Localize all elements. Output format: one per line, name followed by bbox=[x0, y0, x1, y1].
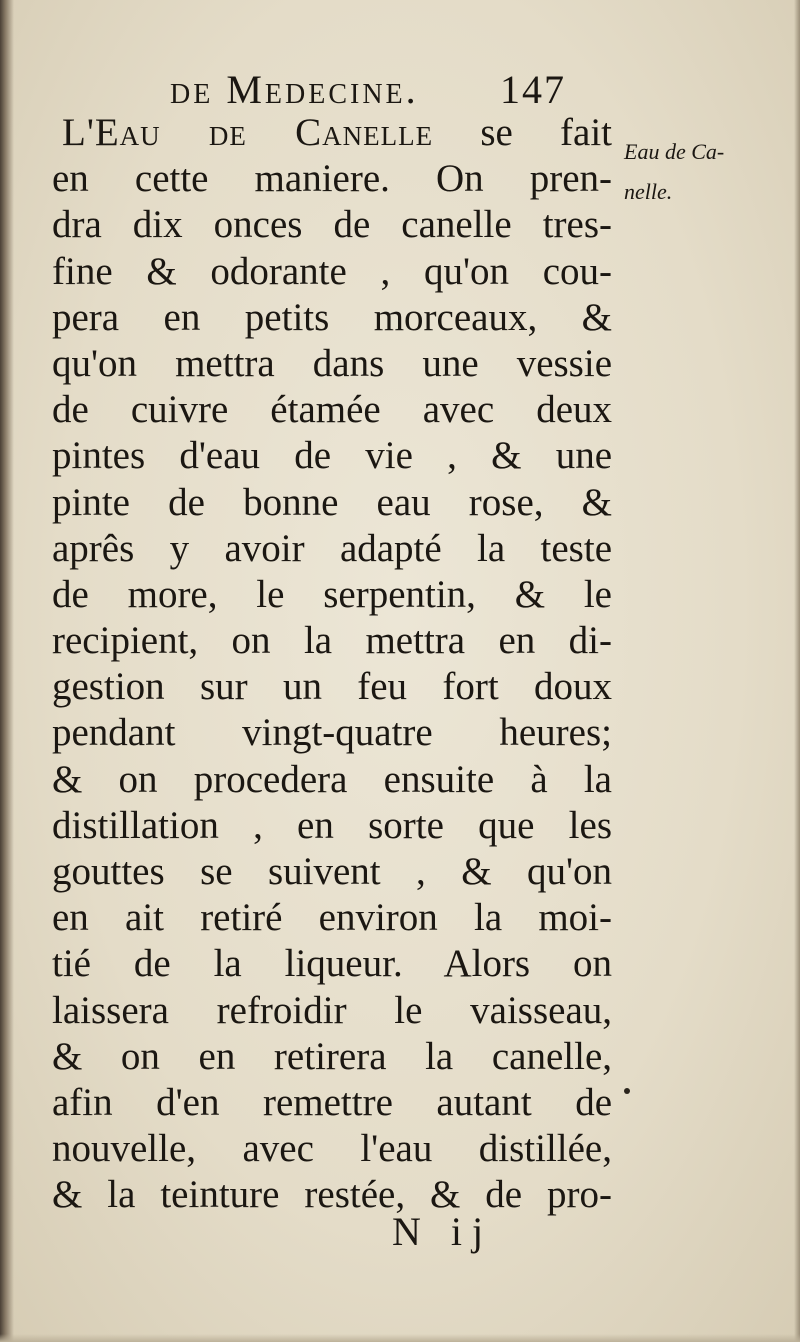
text-line-1-rest: se fait bbox=[433, 111, 612, 154]
text-line: laissera refroidir le vaisseau, bbox=[52, 988, 612, 1032]
section-heading-caps: L'Eau de Canelle bbox=[62, 111, 434, 154]
text-line: pendant vingt-quatre heures; bbox=[52, 711, 612, 755]
text-line: pintes d'eau de vie , & une bbox=[52, 434, 612, 478]
text-line-1 bbox=[52, 110, 612, 156]
page-edge-bottom bbox=[0, 1334, 800, 1342]
text-line: pera en petits morceaux, & bbox=[52, 295, 612, 339]
text-line: gestion sur un feu fort doux bbox=[52, 665, 612, 709]
margin-note-line-1: Eau de Ca- bbox=[624, 139, 725, 164]
text-line: de cuivre étamée avec deux bbox=[52, 388, 612, 432]
text-line: aprês y avoir adapté la teste bbox=[52, 526, 612, 570]
text-line: fine & odorante , qu'on cou- bbox=[52, 249, 612, 293]
text-line: & on en retirera la canelle, bbox=[52, 1034, 612, 1078]
margin-note bbox=[624, 132, 724, 212]
text-line: afin d'en remettre autant de bbox=[52, 1080, 612, 1124]
margin-note-line-2: nelle. bbox=[624, 179, 673, 204]
text-line: en ait retiré environ la moi- bbox=[52, 896, 612, 940]
text-line: dra dix onces de canelle tres- bbox=[52, 203, 612, 247]
running-header bbox=[170, 66, 610, 116]
text-line: pinte de bonne eau rose, & bbox=[52, 480, 612, 524]
body-text bbox=[52, 110, 612, 1219]
ink-speck bbox=[624, 1088, 630, 1094]
text-line: tié de la liqueur. Alors on bbox=[52, 942, 612, 986]
signature-mark: N ij bbox=[392, 1209, 494, 1254]
text-line: nouvelle, avec l'eau distillée, bbox=[52, 1127, 612, 1171]
text-line: distillation , en sorte que les bbox=[52, 803, 612, 847]
text-line: gouttes se suivent , & qu'on bbox=[52, 850, 612, 893]
text-line: recipient, on la mettra en di- bbox=[52, 619, 612, 663]
text-line: de more, le serpentin, & le bbox=[52, 572, 612, 616]
text-line: & on procedera ensuite à la bbox=[52, 757, 612, 801]
text-line: en cette maniere. On pren- bbox=[52, 157, 612, 201]
page-edge-right bbox=[794, 0, 800, 1342]
page-number: 147 bbox=[500, 67, 566, 112]
text-line: & la teinture restée, & de pro- bbox=[52, 1173, 612, 1217]
text-line: qu'on mettra dans une vessie bbox=[52, 341, 612, 385]
binding-shadow bbox=[0, 0, 14, 1342]
running-title: de Medecine. bbox=[170, 67, 419, 112]
